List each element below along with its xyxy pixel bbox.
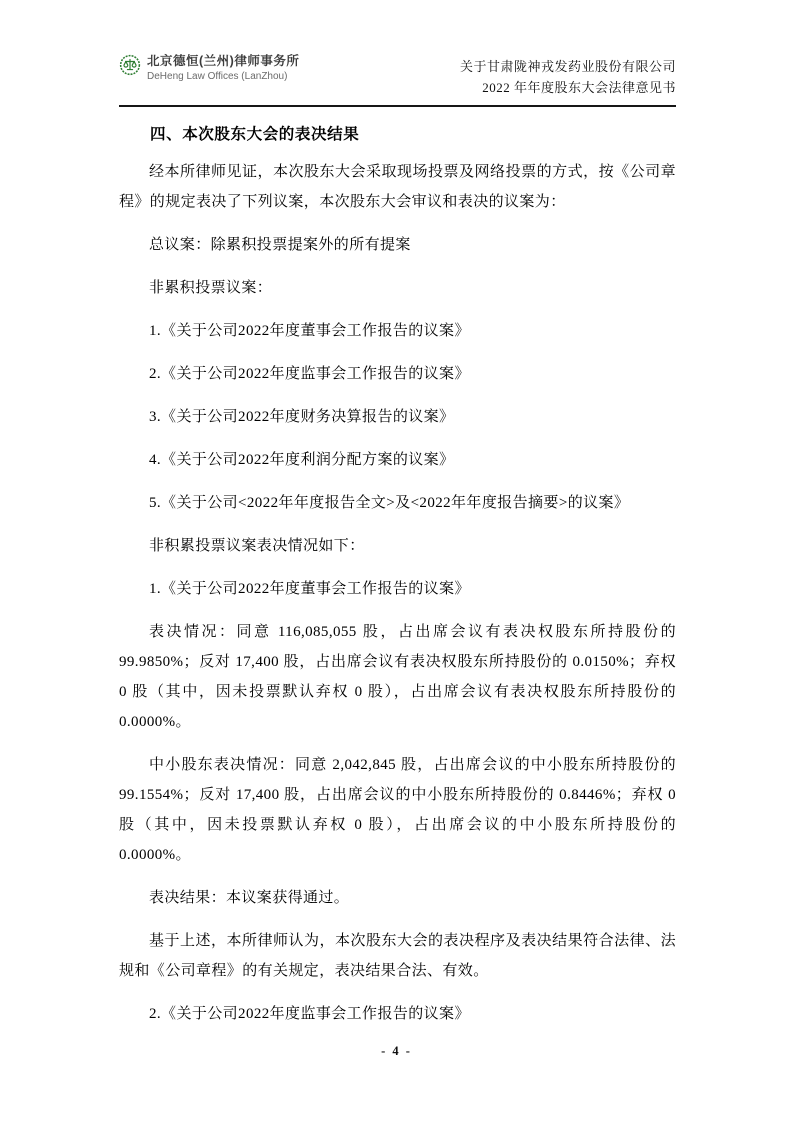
voting-status-heading: 非积累投票议案表决情况如下： — [149, 538, 365, 554]
voting-result-minority-shareholders: 中小股东表决情况：同意 2,042,845 股，占出席会议的中小股东所持股份的 99.1554%；反对 17,400 股，占出席会议的中小股东所持股份的 0.8446%；弃权 0 股（其中，因未投票默认弃权 0 股），占出席会议的中小股东所持股份的 0.0000%。 — [119, 757, 676, 863]
voting-result-all-shareholders: 表决情况：同意 116,085,055 股，占出席会议有表决权股东所持股份的 99.9850%；反对 17,400 股，占出席会议有表决权股东所持股份的 0.0150%；弃权 0 股（其中，因未投票默认弃权 0 股），占出席会议有表决权股东所持股份的 0.0000%。 — [119, 624, 676, 730]
document-reference-line1: 关于甘肃陇神戎发药业股份有限公司 — [459, 59, 676, 74]
law-firm-logo-icon — [119, 54, 141, 76]
document-body — [119, 122, 676, 1029]
lawyer-conclusion-paragraph: 基于上述，本所律师认为，本次股东大会的表决程序及表决结果符合法律、法规和《公司章程》的有关规定，表决结果合法、有效。 — [119, 933, 676, 979]
firm-name-english: DeHeng Law Offices (LanZhou) — [147, 70, 288, 82]
general-proposal-line: 总议案：除累积投票提案外的所有提案 — [149, 237, 411, 253]
section-title: 四、本次股东大会的表决结果 — [150, 126, 360, 143]
proposal-item-5: 5.《关于公司<2022年年度报告全文>及<2022年年度报告摘要>的议案》 — [149, 495, 630, 511]
non-cumulative-list-heading: 非累积投票议案： — [149, 280, 273, 296]
header-divider — [119, 105, 676, 107]
proposal-item-2: 2.《关于公司2022年度监事会工作报告的议案》 — [149, 366, 470, 382]
intro-paragraph: 经本所律师见证，本次股东大会采取现场投票及网络投票的方式，按《公司章程》的规定表决了下列议案，本次股东大会审议和表决的议案为： — [119, 164, 676, 210]
document-reference — [460, 52, 676, 98]
page-number: - 4 - — [381, 1044, 412, 1058]
proposal-1-voting-title: 1.《关于公司2022年度董事会工作报告的议案》 — [149, 581, 470, 597]
proposal-item-4: 4.《关于公司2022年度利润分配方案的议案》 — [149, 452, 455, 468]
document-reference-line2: 2022 年年度股东大会法律意见书 — [482, 80, 676, 95]
voting-outcome-line: 表决结果：本议案获得通过。 — [149, 890, 350, 906]
proposal-item-3: 3.《关于公司2022年度财务决算报告的议案》 — [149, 409, 455, 425]
proposal-item-1: 1.《关于公司2022年度董事会工作报告的议案》 — [149, 323, 470, 339]
firm-name-chinese: 北京德恒(兰州)律师事务所 — [147, 54, 300, 68]
page-footer — [0, 1042, 793, 1060]
law-firm-names — [147, 54, 299, 83]
law-firm-identity — [119, 52, 299, 83]
proposal-2-voting-title: 2.《关于公司2022年度监事会工作报告的议案》 — [149, 1006, 470, 1022]
page-header — [119, 52, 676, 98]
